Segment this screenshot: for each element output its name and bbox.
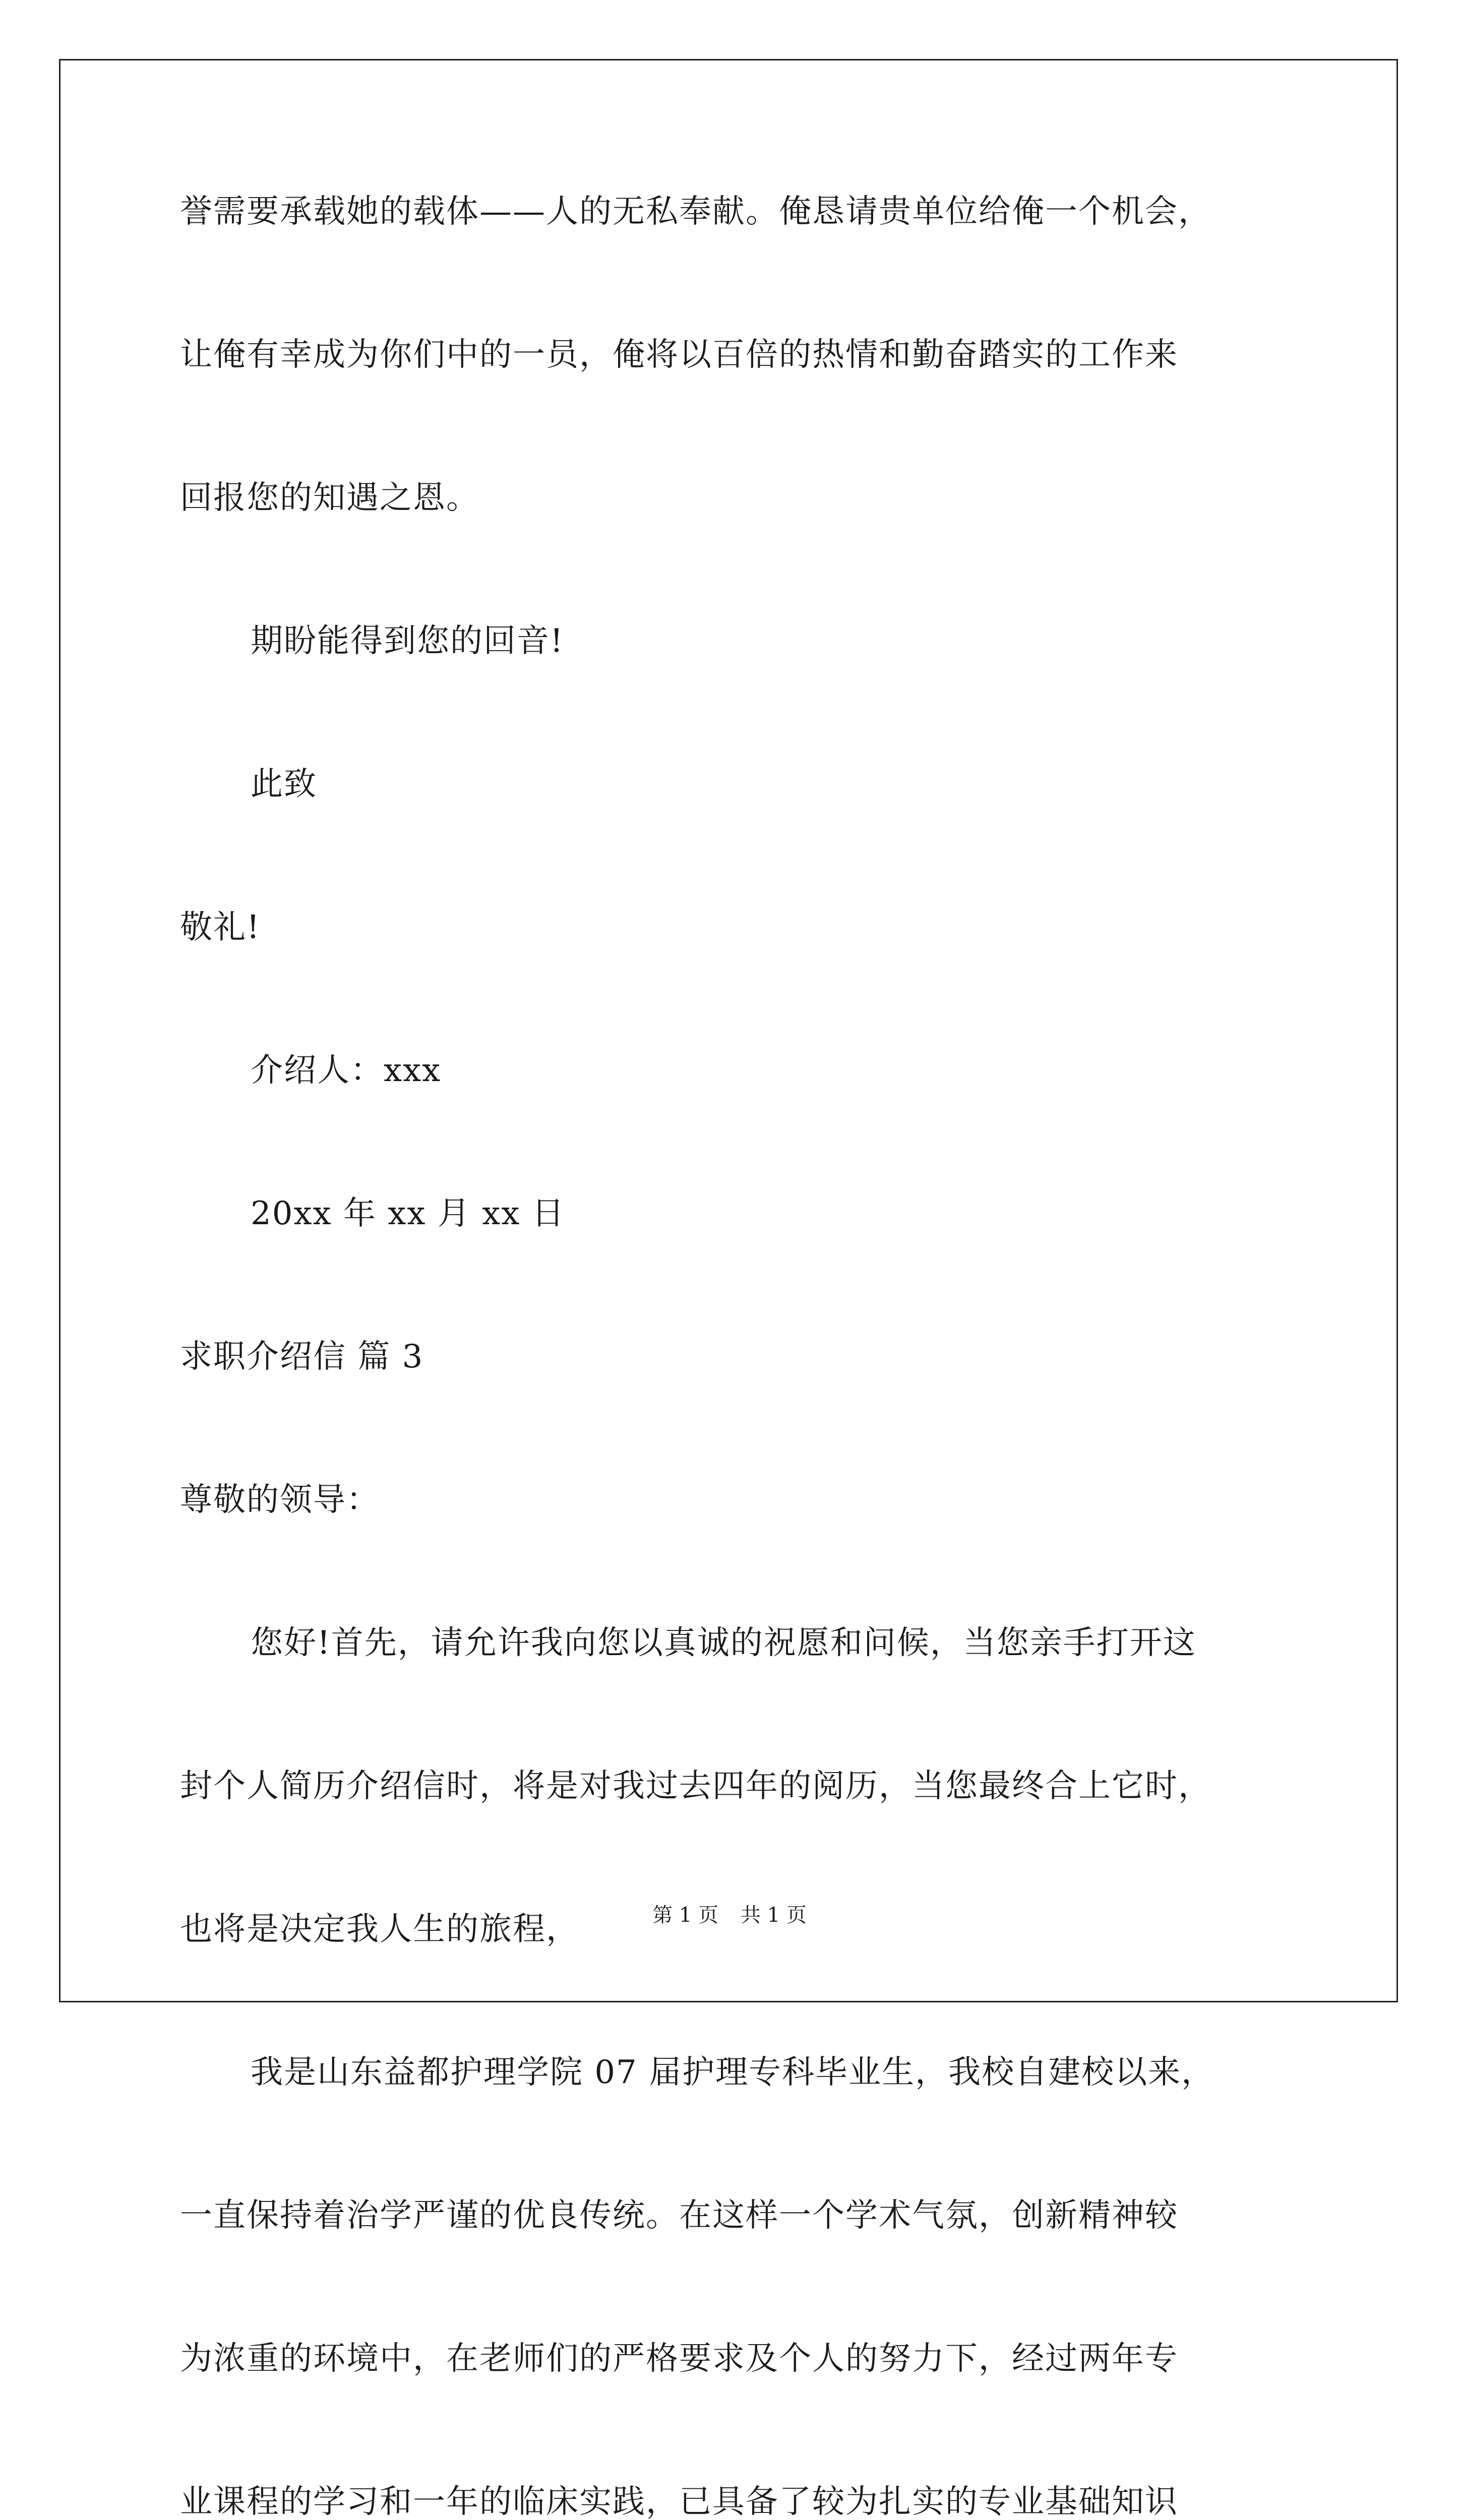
paragraph-line: 誉需要承载她的载体——人的无私奉献。俺恳请贵单位给俺一个机会， [180,193,1211,230]
paragraph-line: 一直保持着治学严谨的优良传统。在这样一个学术气氛，创新精神较 [180,2197,1178,2234]
paragraph-line: 您好!首先，请允许我向您以真诚的祝愿和问候，当您亲手打开这 [251,1624,1196,1662]
paragraph-line: 封个人简历介绍信时，将是对我过去四年的阅历，当您最终合上它时， [180,1768,1211,1805]
paragraph-line: 让俺有幸成为你们中的一员，俺将以百倍的热情和勤奋踏实的工作来 [180,336,1178,373]
closing-regards: 敬礼! [180,909,261,946]
paragraph-line: 为浓重的环境中，在老师们的严格要求及个人的努力下，经过两年专 [180,2340,1178,2377]
document-body [180,174,1304,2520]
page-number-total: 共 1 页 [741,1904,807,1927]
section-heading: 求职介绍信 篇 3 [180,1338,424,1375]
greeting: 尊敬的领导： [180,1481,380,1519]
signature-date: 20xx 年 xx 月 xx 日 [251,1195,565,1232]
paragraph-line: 也将是决定我人生的旅程， [180,1911,579,1948]
paragraph-line: 我是山东益都护理学院 07 届护理专科毕业生，我校自建校以来， [251,2054,1215,2091]
paragraph-line: 业课程的学习和一年的临床实践，已具备了较为扎实的专业基础知识 [180,2483,1178,2520]
paragraph-line: 回报您的知遇之恩。 [180,479,479,517]
signature-introducer: 介绍人：xxx [251,1052,442,1089]
closing-salutation: 此致 [251,766,317,803]
paragraph-line: 期盼能得到您的回音! [251,622,564,660]
page-number-current: 第 1 页 [652,1904,718,1927]
page-footer [0,1900,1459,1930]
